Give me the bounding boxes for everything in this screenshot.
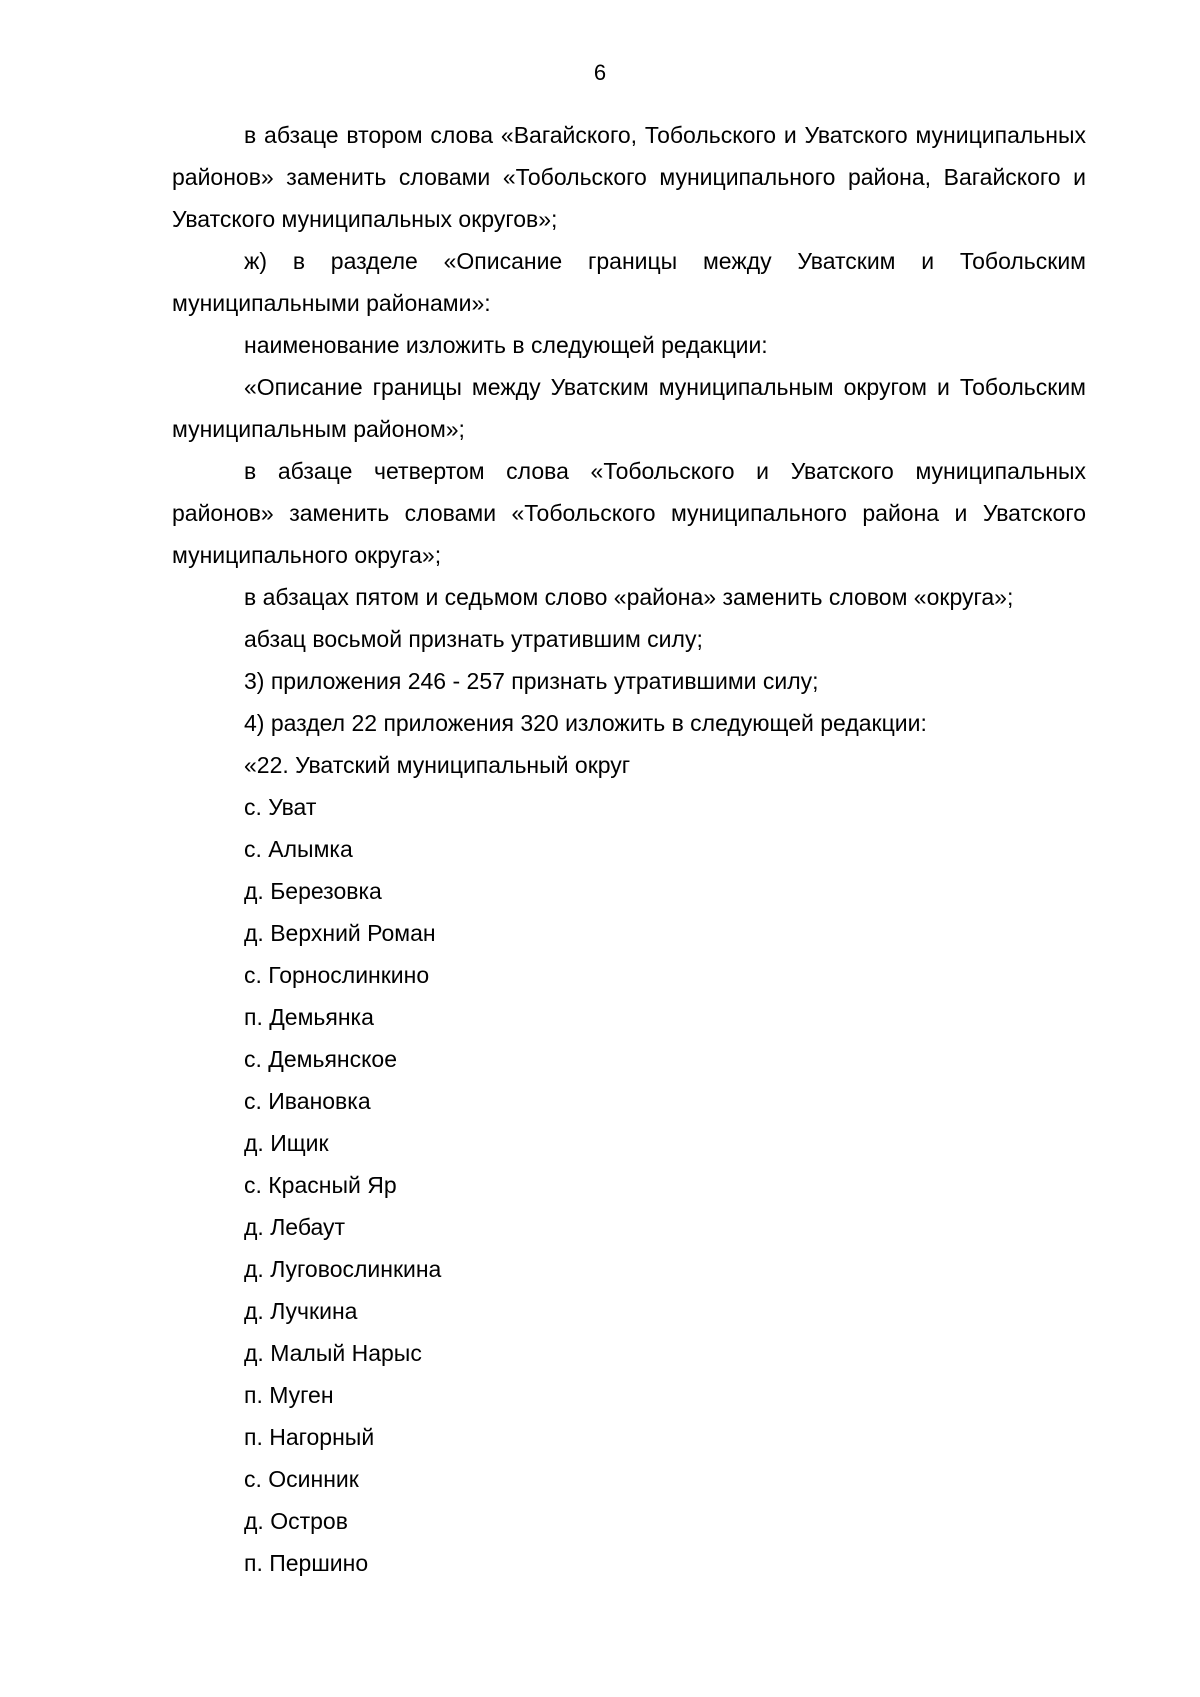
settlement-list (172, 786, 1086, 1584)
paragraph-naimenovanie: наименование изложить в следующей редакции: (244, 332, 768, 358)
settlement-item: п. Демьянка (244, 1004, 374, 1030)
line-item-4: 4) раздел 22 приложения 320 изложить в следующей редакции: (244, 710, 927, 736)
paragraph-opisanie-granicy: «Описание границы между Уватским муниципальным округом и Тобольским муниципальным районом»; (172, 374, 1086, 442)
settlement-item: с. Горнослинкино (244, 962, 430, 988)
settlement-item: с. Демьянское (244, 1046, 398, 1072)
settlement-item: п. Першино (244, 1550, 369, 1576)
paragraph-razdel-zh: ж) в разделе «Описание границы между Уватским и Тобольским муниципальными районами»: (172, 248, 1086, 316)
settlement-item: п. Нагорный (244, 1424, 375, 1450)
settlement-item: с. Алымка (244, 836, 353, 862)
settlement-item: д. Ищик (244, 1130, 329, 1156)
line-item-3: 3) приложения 246 - 257 признать утратившими силу; (244, 668, 819, 694)
settlement-item: д. Верхний Роман (244, 920, 436, 946)
settlement-item: д. Лучкина (244, 1298, 358, 1324)
line-abzac-vosmoy: абзац восьмой признать утратившим силу; (244, 626, 703, 652)
settlement-item: д. Луговослинкина (244, 1256, 442, 1282)
settlement-item: с. Ивановка (244, 1088, 371, 1114)
settlement-item: д. Остров (244, 1508, 348, 1534)
settlement-item: с. Осинник (244, 1466, 359, 1492)
settlement-item: п. Муген (244, 1382, 334, 1408)
page-number: 6 (593, 60, 607, 85)
line-abzacah-pyatom: в абзацах пятом и седьмом слово «района» заменить словом «округа»; (244, 584, 1014, 610)
settlement-item: с. Красный Яр (244, 1172, 397, 1198)
settlement-item: с. Уват (244, 794, 317, 820)
settlement-item: д. Лебаут (244, 1214, 346, 1240)
paragraph-abzac-vtorom: в абзаце втором слова «Вагайского, Тобольского и Уватского муниципальных районов» заменить словами «Тобольского муниципального района, Вагайского и Уватского муниципальных округов»; (172, 122, 1086, 232)
section-heading: «22. Уватский муниципальный округ (244, 752, 631, 778)
paragraph-abzac-chetvertom: в абзаце четвертом слова «Тобольского и Уватского муниципальных районов» заменить словами «Тобольского муниципального района и Уватского муниципального округа»; (172, 458, 1086, 568)
settlement-item: д. Малый Нарыс (244, 1340, 422, 1366)
settlement-item: д. Березовка (244, 878, 382, 904)
document-body (172, 114, 1086, 1584)
